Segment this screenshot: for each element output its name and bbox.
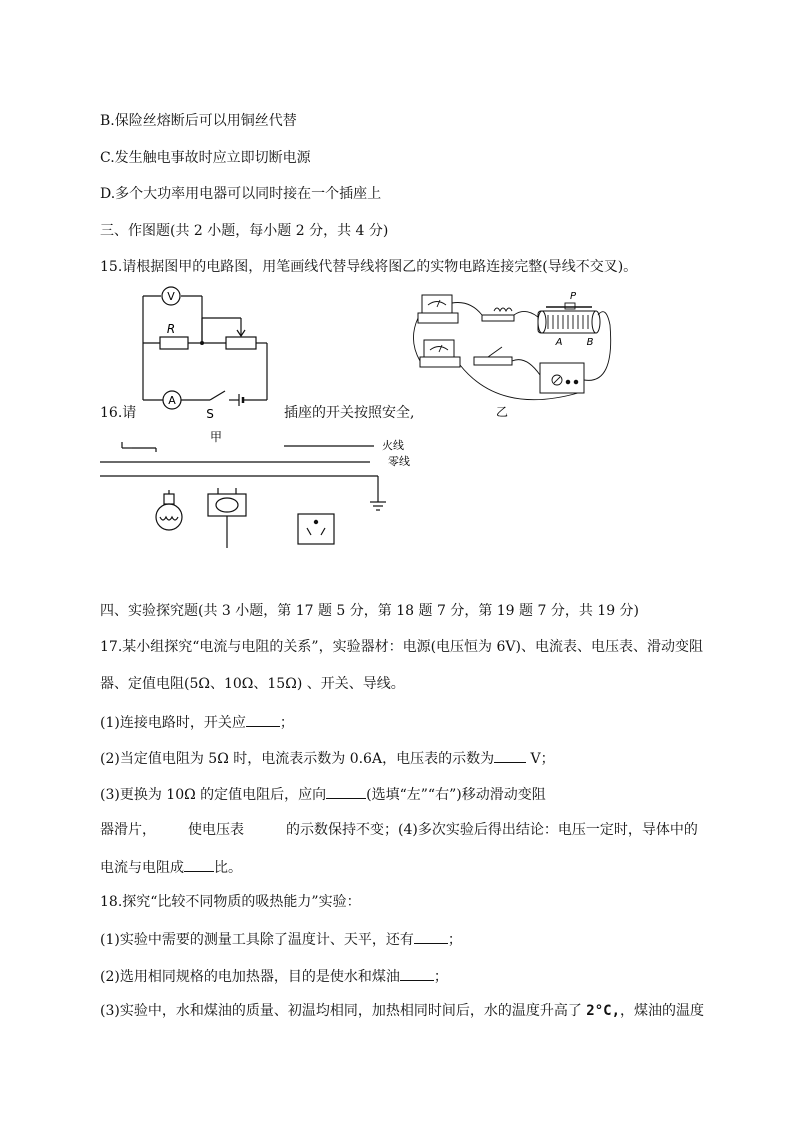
switch-label: S xyxy=(206,407,214,421)
terminal-a-label: A xyxy=(555,337,563,348)
q17-blank2 xyxy=(494,748,526,763)
q18-part2 xyxy=(100,966,448,986)
q17-part4-text: 电流与电阻成 xyxy=(100,860,184,876)
ammeter-label: A xyxy=(168,394,176,407)
q18-part1-end: ； xyxy=(447,932,462,948)
q17-part1-text: (1)连接电路时，开关应 xyxy=(100,715,246,731)
q15-text: 15.请根据图甲的电路图，用笔画线代替导线将图乙的实物电路连接完整(导线不交叉)。 xyxy=(100,259,638,275)
slider-p-label: P xyxy=(569,291,577,302)
q18-part3 xyxy=(100,1002,704,1020)
q17-part1-end: ； xyxy=(279,715,294,731)
q18-part1-text: (1)实验中需要的测量工具除了温度计、天平，还有 xyxy=(100,932,414,948)
q17-part4 xyxy=(100,857,242,877)
circuit-diagram-jia xyxy=(125,280,285,445)
option-b: B.保险丝熔断后可以用铜丝代替 xyxy=(100,113,297,129)
q17-blank4 xyxy=(184,857,214,872)
option-d: D.多个大功率用电器可以同时接在一个插座上 xyxy=(100,186,382,202)
terminal-b-label: B xyxy=(586,337,594,348)
q18-blank1 xyxy=(414,929,448,944)
q18-part2-text: (2)选用相同规格的电加热器，目的是使水和煤油 xyxy=(100,969,400,985)
household-wiring-figure xyxy=(100,432,420,557)
q17-part3-end: (选填“左”“右”)移动滑动变阻 xyxy=(366,787,546,803)
q17-line1: 17.某小组探究“电流与电阻的关系”，实验器材：电源(电压恒为 6V)、电流表、电压表、滑动变阻 xyxy=(100,639,703,655)
q17-part2 xyxy=(100,748,555,768)
voltmeter-label: V xyxy=(167,290,175,303)
q18-blank2 xyxy=(400,966,434,981)
physical-circuit-yi xyxy=(410,285,615,420)
q17-part4-end: 比。 xyxy=(214,860,242,876)
q18-title: 18.探究“比较不同物质的吸热能力”实验： xyxy=(100,894,361,910)
q17-part3-cont-b: 使电压表 xyxy=(188,822,244,838)
figure-caption-jia: 甲 xyxy=(209,430,223,444)
q17-part2-text: (2)当定值电阻为 5Ω 时，电流表示数为 0.6A，电压表的示数为 xyxy=(100,751,495,767)
q17-blank3 xyxy=(326,784,366,799)
q17-part3 xyxy=(100,784,546,804)
q16-prefix: 16.请 xyxy=(100,405,137,421)
q17-part3-cont-c: 的示数保持不变；(4)多次实验后得出结论：电压一定时，导体中的 xyxy=(286,822,698,838)
neutral-wire-label: 零线 xyxy=(388,455,410,468)
q17-part1 xyxy=(100,712,294,732)
q17-part2-end: V； xyxy=(526,751,555,767)
resistor-label: R xyxy=(166,322,176,336)
live-wire-label: 火线 xyxy=(382,439,404,452)
q17-blank1 xyxy=(246,712,280,727)
q17-part3-cont-a: 器滑片， xyxy=(100,822,156,838)
q18-part3-temp: 2°C, xyxy=(586,1003,621,1019)
q18-part2-end: ； xyxy=(433,969,448,985)
option-c: C.发生触电事故时应立即切断电源 xyxy=(100,150,311,166)
q17-line2: 器、定值电阻(5Ω、10Ω、15Ω) 、开关、导线。 xyxy=(100,676,405,692)
q18-part3-end: ，煤油的温度 xyxy=(620,1003,705,1019)
q18-part1 xyxy=(100,929,462,949)
q16-middle: 插座的开关按照安全, xyxy=(284,405,415,421)
section3-title: 三、作图题(共 2 小题，每小题 2 分，共 4 分) xyxy=(100,223,389,239)
q18-part3-text: (3)实验中，水和煤油的质量、初温均相同，加热相同时间后，水的温度升高了 xyxy=(100,1003,582,1019)
figure-caption-yi: 乙 xyxy=(495,405,509,419)
q17-part3-text: (3)更换为 10Ω 的定值电阻后，应向 xyxy=(100,787,327,803)
section4-title: 四、实验探究题(共 3 小题，第 17 题 5 分，第 18 题 7 分，第 19 题 7 分，共 19 分) xyxy=(100,603,640,619)
